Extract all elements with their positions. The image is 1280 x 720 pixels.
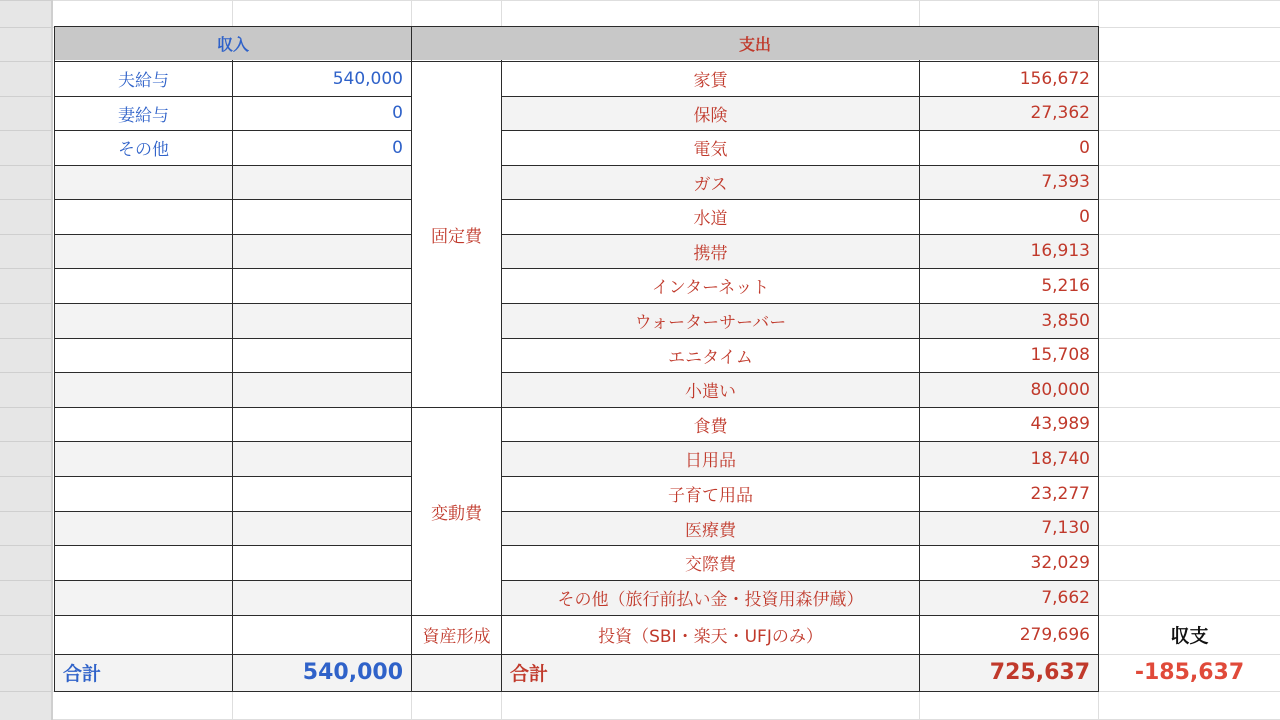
expense-item-label[interactable]: 水道 [693, 209, 728, 229]
table-border [501, 372, 1099, 373]
table-border [54, 165, 412, 166]
table-border [54, 26, 55, 692]
table-border [919, 60, 920, 692]
row-header-divider [0, 199, 51, 200]
empty-cell[interactable] [55, 615, 232, 654]
table-border [501, 130, 1099, 131]
gridline [1099, 130, 1280, 131]
table-border [412, 615, 1099, 616]
row-header-divider [0, 268, 51, 269]
expense-item-value[interactable]: 16,913 [920, 234, 1098, 268]
gridline [53, 0, 1280, 1]
gridline [1099, 580, 1280, 581]
expense-item-label[interactable]: 子育て用品 [668, 486, 753, 506]
table-border [54, 130, 412, 131]
gridline [1099, 303, 1280, 304]
empty-cell[interactable] [233, 372, 411, 407]
table-border [54, 580, 412, 581]
table-border [501, 511, 1099, 512]
gridline [919, 691, 920, 720]
table-border [412, 407, 1099, 408]
empty-cell[interactable] [233, 476, 411, 511]
table-border [54, 372, 412, 373]
expense-item-value[interactable]: 80,000 [920, 372, 1098, 407]
group-fixed-costs[interactable]: 固定費 [431, 226, 482, 247]
expense-item-label[interactable]: 交際費 [685, 555, 736, 575]
expense-item-value[interactable]: 0 [1079, 206, 1090, 227]
empty-cell[interactable] [233, 268, 411, 303]
empty-cell[interactable] [55, 234, 232, 268]
expense-item-value[interactable]: 15,708 [1030, 345, 1090, 365]
table-border [54, 303, 412, 304]
table-border [54, 654, 412, 655]
row-header-divider [0, 511, 51, 512]
row-header-divider [0, 165, 51, 166]
table-border [411, 26, 412, 692]
gridline [1099, 268, 1280, 269]
empty-cell[interactable] [233, 338, 411, 372]
empty-cell[interactable] [55, 441, 232, 476]
table-border [54, 545, 412, 546]
table-border [412, 654, 1099, 655]
expense-item-value[interactable]: 156,672 [1019, 68, 1090, 89]
table-border [54, 61, 412, 62]
table-border [54, 407, 412, 408]
row-header-divider [0, 61, 51, 62]
gridline [1099, 511, 1280, 512]
expense-item-label[interactable]: 携帯 [502, 234, 919, 268]
expense-item-label[interactable]: 家賃 [693, 71, 728, 91]
expense-item-label[interactable]: 食費 [693, 416, 728, 437]
expense-item-label[interactable]: 医療費 [502, 511, 919, 545]
group-variable-costs[interactable]: 変動費 [431, 503, 482, 524]
empty-cell[interactable] [233, 303, 411, 338]
expense-item-value[interactable]: 23,277 [1030, 483, 1090, 504]
row-header-divider [0, 338, 51, 339]
income-item-label[interactable]: その他 [118, 140, 169, 160]
income-item-value[interactable]: 0 [392, 103, 403, 123]
table-border [54, 26, 1099, 27]
table-border [54, 511, 412, 512]
expense-item-value[interactable]: 32,029 [1030, 552, 1090, 573]
row-header-divider [0, 407, 51, 408]
row-header-divider [0, 130, 51, 131]
row-header-divider [0, 476, 51, 477]
table-border [54, 199, 412, 200]
row-header-divider [0, 27, 51, 28]
table-border [54, 234, 412, 235]
expense-item-label[interactable]: その他（旅行前払い金・投資用森伊蔵） [502, 580, 919, 615]
empty-cell[interactable] [233, 234, 411, 268]
table-border [501, 441, 1099, 442]
balance-label[interactable]: 収支 [1170, 624, 1209, 647]
table-border [54, 441, 412, 442]
expense-item-label[interactable]: 小遣い [502, 372, 919, 407]
income-total-value[interactable]: 540,000 [233, 654, 411, 691]
row-header-divider [0, 691, 51, 692]
table-border [501, 545, 1099, 546]
gridline [411, 0, 412, 27]
empty-cell[interactable] [233, 199, 411, 234]
expense-header[interactable]: 支出 [412, 27, 1098, 60]
gridline [411, 691, 412, 720]
expense-item-label[interactable]: 電気 [693, 140, 728, 160]
income-total-label[interactable]: 合計 [55, 654, 232, 691]
expense-item-label[interactable]: ガス [502, 165, 919, 199]
expense-item-label[interactable]: インターネット [651, 278, 770, 298]
expense-item-label[interactable]: 投資（SBI・楽天・UFJのみ） [598, 627, 823, 647]
expense-item-value[interactable]: 43,989 [1030, 414, 1090, 434]
table-border [54, 338, 412, 339]
gridline [1099, 61, 1280, 62]
gridline [1099, 476, 1280, 477]
empty-cell[interactable] [55, 580, 232, 615]
table-border [412, 61, 1099, 62]
empty-cell[interactable] [55, 303, 232, 338]
table-border [501, 580, 1099, 581]
income-item-label[interactable]: 夫給与 [118, 71, 169, 91]
table-border [501, 96, 1099, 97]
group-asset-building[interactable]: 資産形成 [422, 626, 491, 647]
gridline [1099, 545, 1280, 546]
empty-cell[interactable] [55, 407, 232, 441]
table-border [501, 268, 1099, 269]
gridline [1099, 96, 1280, 97]
row-header-divider [0, 545, 51, 546]
income-item-label[interactable]: 妻給与 [118, 105, 169, 126]
expense-item-label[interactable]: 日用品 [502, 441, 919, 476]
gridline [919, 0, 920, 27]
row-header-divider [0, 372, 51, 373]
empty-cell[interactable] [233, 580, 411, 615]
table-border [501, 165, 1099, 166]
income-item-value[interactable]: 0 [392, 137, 403, 158]
row-header-divider [0, 303, 51, 304]
table-border [54, 476, 412, 477]
gridline [232, 0, 233, 27]
expense-item-value[interactable]: 18,740 [920, 441, 1098, 476]
table-border [501, 199, 1099, 200]
gridline [232, 691, 233, 720]
gridline [1099, 441, 1280, 442]
expense-item-value[interactable]: 3,850 [920, 303, 1098, 338]
expense-item-value[interactable]: 7,662 [920, 580, 1098, 615]
row-header-divider [0, 441, 51, 442]
empty-cell[interactable] [55, 545, 232, 580]
row-header-divider [0, 0, 51, 1]
expense-item-label[interactable]: ウォーターサーバー [502, 303, 919, 338]
empty-cell[interactable] [55, 476, 232, 511]
gridline [1099, 372, 1280, 373]
income-item-value[interactable]: 540,000 [332, 68, 403, 89]
empty-cell[interactable] [55, 268, 232, 303]
empty-cell[interactable] [55, 165, 232, 199]
empty-cell[interactable] [233, 165, 411, 199]
row-header-divider [0, 615, 51, 616]
expense-item-value[interactable]: 279,696 [1019, 624, 1090, 645]
gridline [1099, 165, 1280, 166]
gridline [501, 691, 502, 720]
expense-item-value[interactable]: 7,393 [920, 165, 1098, 199]
empty-cell[interactable] [233, 511, 411, 545]
gridline [1098, 0, 1099, 27]
gridline [1099, 199, 1280, 200]
row-header-divider [0, 654, 51, 655]
income-header[interactable]: 収入 [55, 27, 411, 60]
empty-cell[interactable] [233, 407, 411, 441]
empty-cell[interactable] [412, 654, 501, 691]
table-border [54, 96, 412, 97]
expense-total-label[interactable]: 合計 [502, 654, 919, 691]
expense-item-label[interactable]: 保険 [502, 96, 919, 130]
table-border [501, 303, 1099, 304]
empty-cell[interactable] [55, 511, 232, 545]
table-border [501, 476, 1099, 477]
expense-item-label[interactable]: エニタイム [668, 347, 753, 368]
table-border [501, 60, 502, 692]
row-header-divider [0, 580, 51, 581]
gridline [1099, 338, 1280, 339]
table-border [501, 234, 1099, 235]
expense-item-value[interactable]: 0 [1079, 137, 1090, 158]
expense-total-value[interactable]: 725,637 [920, 654, 1098, 691]
empty-cell[interactable] [55, 338, 232, 372]
gridline [1098, 691, 1099, 720]
empty-cell[interactable] [233, 615, 411, 654]
table-border [1098, 26, 1099, 692]
row-header-column [0, 0, 53, 720]
empty-cell[interactable] [233, 441, 411, 476]
table-border [54, 268, 412, 269]
table-border [54, 615, 412, 616]
row-header-divider [0, 96, 51, 97]
expense-item-value[interactable]: 7,130 [920, 511, 1098, 545]
empty-cell[interactable] [233, 545, 411, 580]
empty-cell[interactable] [55, 372, 232, 407]
row-header-divider [0, 234, 51, 235]
table-border [232, 60, 233, 692]
table-border [54, 691, 1099, 692]
gridline [1099, 234, 1280, 235]
balance-value[interactable]: -185,637 [1134, 660, 1245, 685]
gridline [501, 0, 502, 27]
gridline [1099, 407, 1280, 408]
table-border [501, 338, 1099, 339]
expense-item-value[interactable]: 27,362 [920, 96, 1098, 130]
empty-cell[interactable] [55, 199, 232, 234]
expense-item-value[interactable]: 5,216 [1041, 275, 1090, 296]
